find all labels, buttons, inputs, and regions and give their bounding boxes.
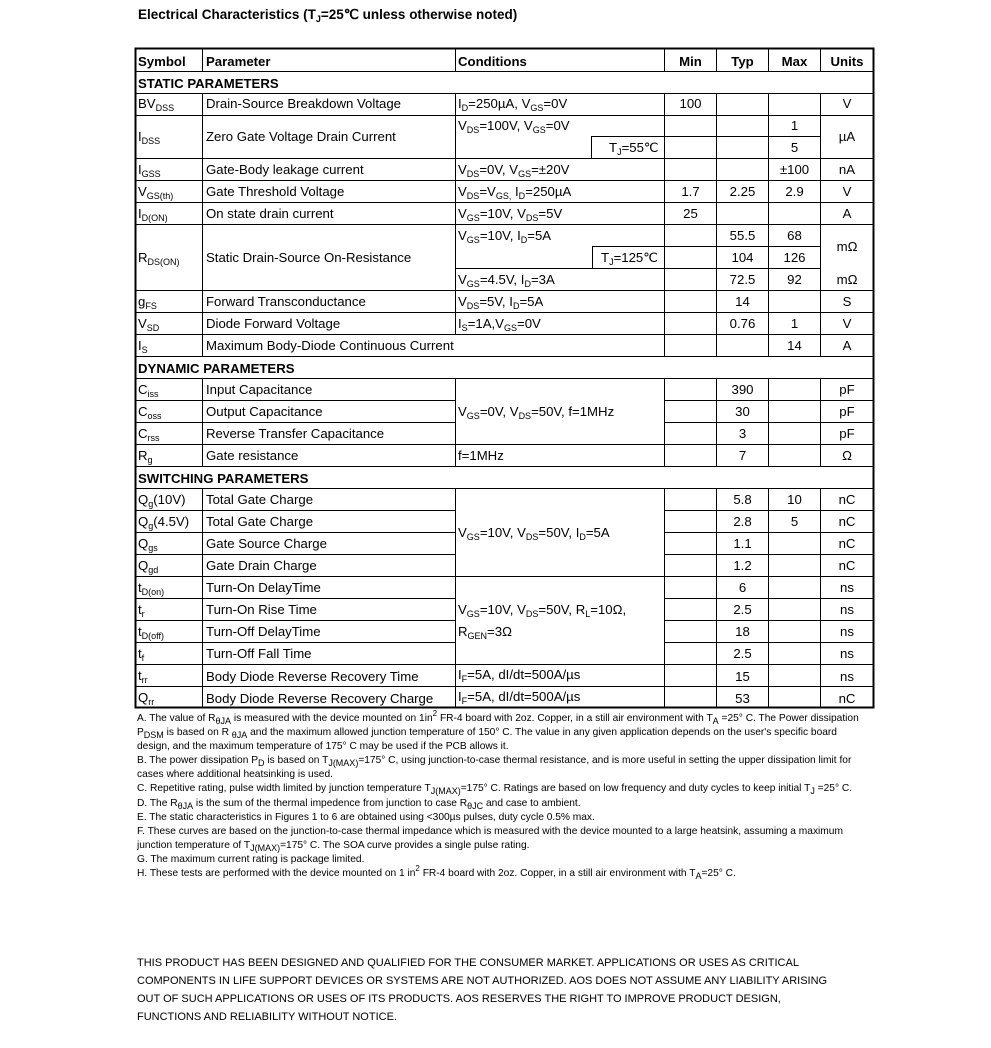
conditions-cell: $I_S=1A,V_{GS}=0V$ bbox=[458, 316, 541, 333]
units-cell: ns bbox=[840, 602, 854, 617]
typ-cell: 1.1 bbox=[733, 536, 752, 551]
parameter-cell: On state drain current bbox=[206, 206, 334, 221]
conditions-cell: $I_F=5A$, dI/dt=500A/µs bbox=[458, 667, 581, 684]
symbol-cell: $Q_g(10V)$ bbox=[138, 492, 186, 509]
symbol-cell: $I_{GSS}$ bbox=[138, 162, 161, 179]
symbol-cell: $I_{D(ON)}$ bbox=[138, 206, 168, 223]
parameter-cell: Body Diode Reverse Recovery Time bbox=[206, 669, 419, 684]
conditions-cell: $V_{GS}=4.5V$, $I_D=3A$ bbox=[458, 272, 555, 289]
units-cell: pF bbox=[839, 382, 855, 397]
parameter-cell: Input Capacitance bbox=[206, 382, 313, 397]
max-cell: 2.9 bbox=[785, 184, 804, 199]
symbol-cell: $Q_g(4.5V)$ bbox=[138, 514, 190, 531]
max-cell: 68 bbox=[787, 228, 802, 243]
typ-cell: 15 bbox=[735, 669, 750, 684]
conditions-cell: $V_{DS}=0V$, $V_{GS}=\pm 20V$ bbox=[458, 162, 570, 179]
typ-cell: 2.25 bbox=[729, 184, 756, 199]
parameter-cell: Body Diode Reverse Recovery Charge bbox=[206, 691, 434, 706]
symbol-cell: $t_{D(on)}$ bbox=[138, 580, 165, 597]
typ-cell: 6 bbox=[738, 580, 747, 595]
section-dynamic: DYNAMIC PARAMETERS bbox=[138, 361, 295, 376]
units-cell: pF bbox=[839, 426, 855, 441]
parameter-cell: Gate resistance bbox=[206, 448, 299, 463]
typ-cell: 2.5 bbox=[733, 646, 752, 661]
symbol-cell: $C_{iss}$ bbox=[138, 382, 159, 399]
symbol-cell: $R_g$ bbox=[138, 448, 153, 465]
typ-cell: 72.5 bbox=[729, 272, 756, 287]
symbol-cell: $Q_{rr}$ bbox=[138, 690, 155, 707]
units-cell: mΩ bbox=[836, 239, 858, 254]
symbol-cell: $t_r$ bbox=[138, 602, 145, 619]
units-cell: nA bbox=[838, 162, 856, 177]
footnote: G. The maximum current rating is package limited. bbox=[137, 853, 365, 865]
parameter-cell: Gate Threshold Voltage bbox=[206, 184, 345, 199]
parameter-cell: Diode Forward Voltage bbox=[206, 316, 341, 331]
parameter-cell: Turn-On DelayTime bbox=[206, 580, 321, 595]
conditions-cell: $R_{GEN}=3\Omega$ bbox=[458, 624, 512, 641]
footnote: C. Repetitive rating, pulse width limited by junction temperature $T_{J(MAX)}=175^\circ$ C. Ratings are based on low frequency and duty cycles to keep initial $T_J =25^\circ$ C. bbox=[137, 783, 853, 797]
conditions-cell: $V_{GS}=10V$, $V_{DS}=50V$, $I_D=5A$ bbox=[458, 525, 610, 542]
units-cell: mΩ bbox=[836, 272, 858, 287]
parameter-cell: Gate Source Charge bbox=[206, 536, 327, 551]
section-switching: SWITCHING PARAMETERS bbox=[138, 471, 309, 486]
units-cell: V bbox=[842, 316, 852, 331]
parameter-cell: Reverse Transfer Capacitance bbox=[206, 426, 385, 441]
parameter-cell: Turn-Off DelayTime bbox=[206, 624, 321, 639]
symbol-cell: $t_{rr}$ bbox=[138, 668, 148, 685]
header-typ: Typ bbox=[731, 54, 754, 69]
typ-cell: 104 bbox=[731, 250, 754, 265]
parameter-cell: Total Gate Charge bbox=[206, 492, 314, 507]
symbol-cell: $t_f$ bbox=[138, 646, 145, 663]
units-cell: Ω bbox=[842, 448, 852, 463]
header-parameter: Parameter bbox=[206, 54, 271, 69]
symbol-cell: $Q_{gs}$ bbox=[138, 536, 158, 553]
header-min: Min bbox=[679, 54, 702, 69]
footnote: F. These curves are based on the junction-to-case thermal impedance which is measured with the device mounted to a large heatsink, assuming a maximum junction temperature of $T_{J(MAX)}=175^\circ$ C. The SOA curve provides a single pulse rating. bbox=[137, 825, 843, 853]
units-cell: nC bbox=[838, 536, 856, 551]
max-cell: 5 bbox=[790, 140, 799, 155]
max-cell: 1 bbox=[790, 118, 799, 133]
conditions-cell: $I_F=5A$, dI/dt=500A/µs bbox=[458, 689, 581, 706]
max-cell: ±100 bbox=[779, 162, 810, 177]
parameter-cell: Total Gate Charge bbox=[206, 514, 314, 529]
max-cell: 92 bbox=[787, 272, 802, 287]
page-title: Electrical Characteristics ($T_J=25℃$ unless otherwise noted) bbox=[138, 7, 518, 24]
units-cell: S bbox=[842, 294, 852, 309]
header-max: Max bbox=[781, 54, 808, 69]
parameter-cell: Turn-Off Fall Time bbox=[206, 646, 312, 661]
units-cell: A bbox=[842, 206, 852, 221]
typ-cell: 30 bbox=[735, 404, 750, 419]
conditions-cell: $V_{DS}=V_{GS,}$ $I_D=250\mu A$ bbox=[458, 184, 572, 201]
conditions-cell: $V_{GS}=10V$, $V_{DS}=5V$ bbox=[458, 206, 563, 223]
parameter-cell: Maximum Body-Diode Continuous Current bbox=[206, 338, 454, 353]
typ-cell: 55.5 bbox=[729, 228, 756, 243]
header-symbol: Symbol bbox=[138, 54, 186, 69]
footnote: A. The value of $R_{\theta JA}$ is measured with the device mounted on $1in^2$ FR-4 board with 2oz. Copper, in a still air environment with $T_A =25^\circ$ C. The Power dissipation $P_{DSM}$ is based on R $_{\theta JA}$ and the maximum allowed junction temperature of 150° C. The value in any given application depends on the user's specific board design, and the maximum temperature of 175° C may be used if the PCB allows it. bbox=[137, 709, 859, 753]
disclaimer-line: OUT OF SUCH APPLICATIONS OR USES OF ITS PRODUCTS. AOS RESERVES THE RIGHT TO IMPROVE PRODUCT DESIGN, bbox=[137, 993, 781, 1005]
typ-cell: 18 bbox=[735, 624, 750, 639]
units-cell: ns bbox=[840, 624, 854, 639]
units-cell: V bbox=[842, 184, 852, 199]
min-cell: 1.7 bbox=[681, 184, 700, 199]
typ-cell: 2.5 bbox=[733, 602, 752, 617]
max-cell: 5 bbox=[790, 514, 799, 529]
units-cell: ns bbox=[840, 580, 854, 595]
parameter-cell: Zero Gate Voltage Drain Current bbox=[206, 129, 396, 144]
typ-cell: 7 bbox=[738, 448, 747, 463]
units-cell: nC bbox=[838, 514, 856, 529]
symbol-cell: $Q_{gd}$ bbox=[138, 558, 159, 575]
typ-cell: 3 bbox=[738, 426, 747, 441]
conditions-cell: $I_D=250\mu A$, $V_{GS}=0V$ bbox=[458, 96, 568, 113]
typ-cell: 5.8 bbox=[733, 492, 752, 507]
symbol-cell: $I_S$ bbox=[138, 338, 148, 355]
units-cell: ns bbox=[840, 646, 854, 661]
units-cell: nC bbox=[838, 558, 856, 573]
symbol-cell: $V_{GS(th)}$ bbox=[138, 184, 174, 201]
typ-cell: 14 bbox=[735, 294, 750, 309]
conditions-cell: $V_{GS}=0V$, $V_{DS}=50V$, f=1MHz bbox=[458, 404, 615, 421]
typ-cell: 1.2 bbox=[733, 558, 752, 573]
symbol-cell: $V_{SD}$ bbox=[138, 316, 160, 333]
subcondition-cell: $T_J=55℃$ bbox=[609, 140, 659, 157]
disclaimer-line: FUNCTIONS AND RELIABILITY WITHOUT NOTICE. bbox=[137, 1011, 397, 1023]
parameter-cell: Gate-Body leakage current bbox=[206, 162, 364, 177]
disclaimer bbox=[137, 954, 872, 1026]
footnote: B. The power dissipation $P_D$ is based on $T_{J(MAX)}=175^\circ$ C, using junction-to-case thermal resistance, and is more useful in setting the upper dissipation limit for cases where additional heatsinking is used. bbox=[137, 755, 852, 781]
max-cell: 14 bbox=[787, 338, 802, 353]
header-conditions: Conditions bbox=[458, 54, 527, 69]
units-cell: V bbox=[842, 96, 852, 111]
conditions-cell: $V_{DS}=100V$, $V_{GS}=0V$ bbox=[458, 118, 570, 135]
disclaimer-line: THIS PRODUCT HAS BEEN DESIGNED AND QUALIFIED FOR THE CONSUMER MARKET. APPLICATIONS OR USES AS CRITICAL bbox=[137, 957, 799, 969]
max-cell: 126 bbox=[783, 250, 806, 265]
parameter-cell: Static Drain-Source On-Resistance bbox=[206, 250, 412, 265]
parameter-cell: Turn-On Rise Time bbox=[206, 602, 317, 617]
typ-cell: 53 bbox=[735, 691, 750, 706]
symbol-cell: $R_{DS(ON)}$ bbox=[138, 250, 180, 267]
conditions-cell: $V_{GS}=10V$, $V_{DS}=50V$, $R_L=10\Omega$, bbox=[458, 602, 627, 619]
footnote: D. The $R_{\theta JA}$ is the sum of the thermal impedence from junction to case $R_{\theta JC}$ and case to ambient. bbox=[137, 797, 581, 811]
symbol-cell: $C_{oss}$ bbox=[138, 404, 162, 421]
typ-cell: 2.8 bbox=[733, 514, 752, 529]
symbol-cell: $g_{FS}$ bbox=[138, 294, 157, 311]
header-units: Units bbox=[830, 54, 864, 69]
units-cell: nC bbox=[838, 691, 856, 706]
symbol-cell: $C_{rss}$ bbox=[138, 426, 160, 443]
parameter-cell: Forward Transconductance bbox=[206, 294, 366, 309]
parameter-cell: Gate Drain Charge bbox=[206, 558, 317, 573]
conditions-cell: $V_{DS}=5V$, $I_D=5A$ bbox=[458, 294, 544, 311]
conditions-cell: $V_{GS}=10V$, $I_D=5A$ bbox=[458, 228, 552, 245]
disclaimer-line: COMPONENTS IN LIFE SUPPORT DEVICES OR SYSTEMS ARE NOT AUTHORIZED. AOS DOES NOT ASSUME ANY LIABILITY ARISING bbox=[137, 975, 828, 987]
section-static: STATIC PARAMETERS bbox=[138, 76, 279, 91]
parameter-cell: Drain-Source Breakdown Voltage bbox=[206, 96, 401, 111]
footnote: H. These tests are performed with the device mounted on 1 $in^2$ FR-4 board with 2oz. Copper, in a still air environment with $T_A=25^\circ$ C. bbox=[137, 864, 736, 882]
min-cell: 100 bbox=[679, 96, 702, 111]
units-cell: µA bbox=[838, 129, 856, 144]
units-cell: ns bbox=[840, 669, 854, 684]
max-cell: 10 bbox=[787, 492, 802, 507]
units-cell: pF bbox=[839, 404, 855, 419]
subcondition-cell: $T_J=125℃$ bbox=[601, 250, 659, 267]
footnotes bbox=[137, 709, 867, 882]
typ-cell: 0.76 bbox=[729, 316, 756, 331]
min-cell: 25 bbox=[683, 206, 698, 221]
conditions-cell: f=1MHz bbox=[458, 448, 504, 463]
max-cell: 1 bbox=[790, 316, 799, 331]
symbol-cell: $t_{D(off)}$ bbox=[138, 624, 165, 641]
parameter-cell: Output Capacitance bbox=[206, 404, 323, 419]
units-cell: A bbox=[842, 338, 852, 353]
typ-cell: 390 bbox=[731, 382, 754, 397]
units-cell: nC bbox=[838, 492, 856, 507]
symbol-cell: $BV_{DSS}$ bbox=[138, 96, 175, 113]
footnote: E. The static characteristics in Figures 1 to 6 are obtained using <300µs pulses, duty cycle 0.5% max. bbox=[137, 811, 595, 823]
symbol-cell: $I_{DSS}$ bbox=[138, 129, 161, 146]
